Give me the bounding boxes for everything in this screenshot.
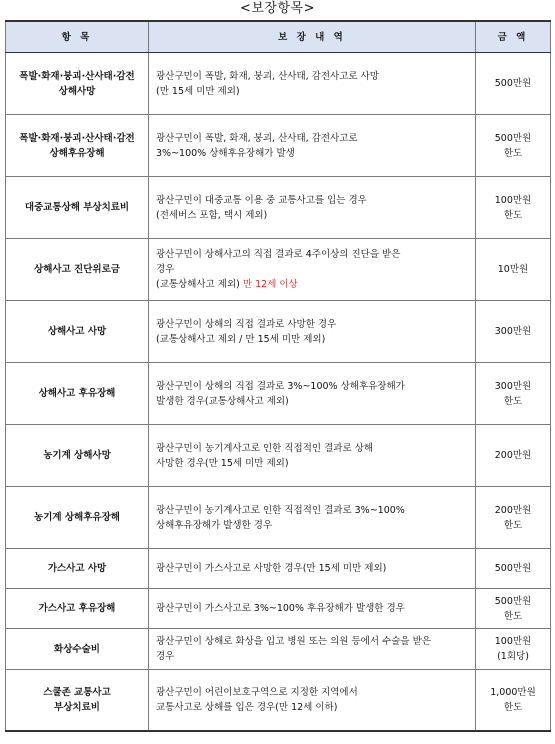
coverage-item — [6, 487, 149, 549]
coverage-description — [149, 115, 476, 177]
coverage-table — [5, 20, 551, 732]
table-header-row — [6, 21, 551, 53]
coverage-amount-line: 한도 — [503, 147, 523, 159]
coverage-item-line: 농기계 상해후유장해 — [34, 512, 120, 523]
header-description: 보 장 내 역 — [149, 21, 476, 53]
coverage-item — [6, 549, 149, 589]
coverage-amount — [476, 301, 551, 363]
coverage-description — [149, 363, 476, 425]
coverage-description — [149, 589, 476, 629]
header-amount: 금 액 — [476, 21, 551, 53]
coverage-amount-line: 한도 — [503, 701, 523, 713]
coverage-description-line: 광산구민이 폭발, 화재, 붕괴, 산사태, 감전사고로 사망 — [156, 70, 379, 82]
coverage-item-line: 상해후유장해 — [49, 147, 105, 159]
coverage-item — [6, 53, 149, 115]
coverage-item — [6, 670, 149, 731]
table-row — [6, 549, 551, 589]
coverage-amount-line: 한도 — [503, 519, 523, 531]
coverage-item-line: 화상수술비 — [54, 643, 100, 655]
coverage-item-line: 대중교통상해 부상치료비 — [24, 202, 130, 213]
coverage-description-line: 상해후유장해가 발생한 경우 — [156, 519, 273, 531]
table-row — [6, 53, 551, 115]
coverage-amount-line: 100만원 — [494, 636, 532, 647]
coverage-description-line: 광산구민이 상해의 직접 결과로 사망한 경우 — [156, 318, 337, 330]
coverage-description-line: 광산구민이 상해사고의 직접 결과로 4주이상의 진단을 받은 — [156, 249, 401, 260]
coverage-description-line: 사망한 경우(만 15세 미만 제외) — [156, 457, 289, 469]
coverage-amount — [476, 115, 551, 177]
coverage-description — [149, 629, 476, 670]
coverage-item-line: 상해사망 — [58, 85, 96, 97]
coverage-amount-line: 한도 — [503, 610, 523, 622]
coverage-item-line: 가스사고 후유장해 — [38, 603, 116, 614]
coverage-description — [149, 177, 476, 239]
coverage-item-line: 농기계 상해사망 — [43, 450, 111, 461]
note-text: (교통상해사고 제외) — [156, 279, 240, 290]
coverage-amount-line: 한도 — [503, 209, 523, 221]
coverage-item-line: 상해사고 사망 — [47, 326, 107, 337]
coverage-amount-line: 200만원 — [494, 504, 532, 516]
coverage-item — [6, 177, 149, 239]
table-row — [6, 589, 551, 629]
coverage-amount-line: 500만원 — [494, 563, 532, 574]
coverage-description-line: 경우 — [156, 264, 175, 275]
table-row — [6, 363, 551, 425]
coverage-description — [149, 239, 476, 301]
coverage-description-line: 광산구민이 가스사고로 3%~100% 후유장해가 발생한 경우 — [156, 603, 405, 614]
coverage-item-line: 상해사고 진단위로금 — [34, 264, 120, 275]
coverage-description-line: 3%~100% 상해후유장해가 발생 — [156, 147, 295, 159]
coverage-amount — [476, 549, 551, 589]
page-title: <보장항목> — [239, 1, 316, 16]
coverage-description — [149, 425, 476, 487]
coverage-item — [6, 239, 149, 301]
coverage-description-line: 광산구민이 대중교통 이용 중 교통사고를 입는 경우 — [156, 194, 367, 206]
coverage-amount-line: 500만원 — [494, 595, 532, 607]
coverage-description — [149, 301, 476, 363]
coverage-description-line: 경우 — [156, 651, 175, 662]
coverage-item-line: 상해사고 후유장해 — [38, 388, 116, 399]
coverage-item — [6, 115, 149, 177]
coverage-item — [6, 363, 149, 425]
coverage-amount-line: 100만원 — [494, 194, 532, 206]
coverage-description-line: 광산구민이 가스사고로 사망한 경우(만 15세 미만 제외) — [156, 563, 387, 574]
coverage-amount-line: 500만원 — [494, 78, 532, 89]
table-row — [6, 425, 551, 487]
coverage-description-line: (교통상해사고 제외 / 만 15세 미만 제외) — [156, 333, 326, 345]
table-row — [6, 487, 551, 549]
coverage-amount-line: 300만원 — [494, 380, 532, 392]
table-row — [6, 629, 551, 670]
coverage-amount — [476, 425, 551, 487]
coverage-item — [6, 629, 149, 670]
note-highlight: 만 12세 이상 — [239, 279, 298, 290]
coverage-amount — [476, 670, 551, 731]
coverage-amount-line: 500만원 — [494, 132, 532, 144]
coverage-description-line: (만 15세 미만 제외) — [156, 85, 240, 97]
coverage-description-line: 광산구민이 상해로 화상을 입고 병원 또는 의원 등에서 수술을 받은 — [156, 636, 431, 647]
coverage-amount-line: 200만원 — [494, 450, 532, 461]
coverage-description-line: 광산구민이 농기계사고로 인한 직접적인 결과로 상해 — [156, 442, 373, 454]
coverage-amount — [476, 487, 551, 549]
coverage-description-line: 발생한 경우(교통상해사고 제외) — [156, 395, 289, 407]
coverage-amount — [476, 239, 551, 301]
coverage-amount — [476, 629, 551, 670]
coverage-item — [6, 589, 149, 629]
coverage-item-line: 가스사고 사망 — [47, 563, 107, 574]
coverage-description — [149, 549, 476, 589]
coverage-description — [149, 53, 476, 115]
coverage-amount-line: 1,000만원 — [490, 686, 536, 698]
coverage-description-line: 교통사고로 상해를 입은 경우(만 12세 이하) — [156, 701, 338, 713]
coverage-description — [149, 670, 476, 731]
coverage-item — [6, 425, 149, 487]
coverage-item-line: 폭발·화재·붕괴·산사태·감전 — [19, 70, 135, 82]
coverage-amount-line: 10만원 — [497, 264, 529, 275]
table-body — [6, 53, 551, 731]
coverage-description-note — [156, 277, 468, 292]
coverage-amount — [476, 53, 551, 115]
coverage-item-line: 부상치료비 — [54, 701, 100, 713]
coverage-amount — [476, 177, 551, 239]
coverage-description-line: 광산구민이 상해의 직접 결과로 3%~100% 상해후유장해가 — [156, 380, 405, 392]
coverage-description — [149, 487, 476, 549]
coverage-amount-line: 한도 — [503, 395, 523, 407]
table-row — [6, 301, 551, 363]
coverage-description-line: (전세버스 포함, 택시 제외) — [156, 209, 268, 221]
coverage-description-line: 광산구민이 농기계사고로 인한 직접적인 결과로 3%~100% — [156, 504, 405, 516]
coverage-description-line: 광산구민이 폭발, 화재, 붕괴, 산사태, 감전사고로 — [156, 132, 358, 144]
coverage-description-line: 광산구민이 어린이보호구역으로 지정한 지역에서 — [156, 686, 358, 698]
coverage-amount-line: 300만원 — [494, 326, 532, 337]
coverage-item-line: 스쿨존 교통사고 — [43, 686, 111, 698]
coverage-item-line: 폭발·화재·붕괴·산사태·감전 — [19, 132, 135, 144]
table-row — [6, 115, 551, 177]
table-row — [6, 670, 551, 731]
coverage-amount-line: (1회당) — [497, 651, 529, 662]
coverage-amount — [476, 363, 551, 425]
table-row — [6, 177, 551, 239]
coverage-amount — [476, 589, 551, 629]
table-row — [6, 239, 551, 301]
header-item: 항 목 — [6, 21, 149, 53]
coverage-item — [6, 301, 149, 363]
